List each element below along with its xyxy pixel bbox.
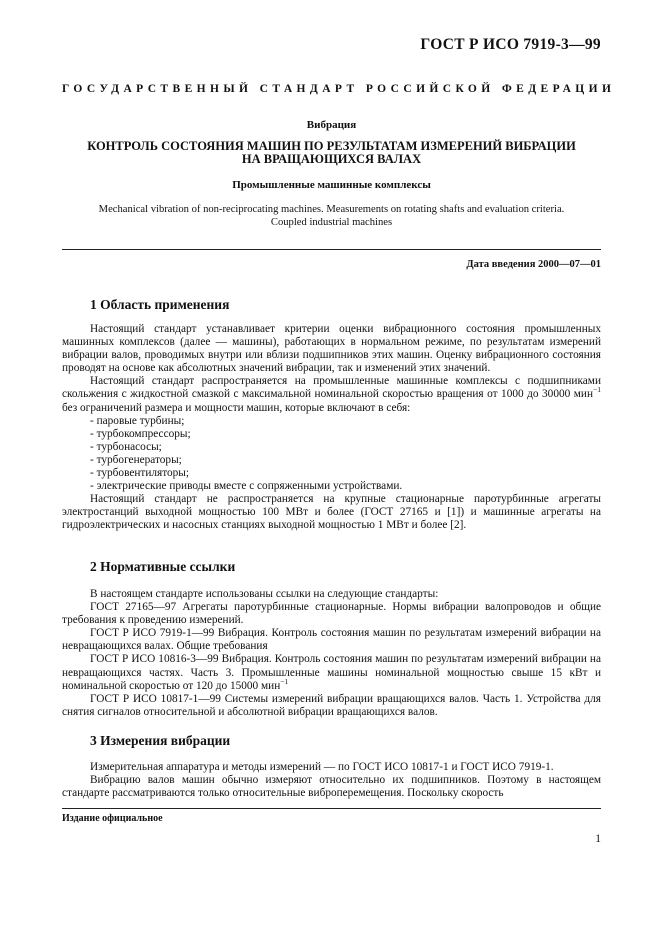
- main-title-line-2: НА ВРАЩАЮЩИХСЯ ВАЛАХ: [241, 152, 422, 166]
- list-item: - турбовентиляторы;: [90, 467, 190, 480]
- english-title-line-1: Mechanical vibration of non-reciprocating machines. Measurements on rotating shafts and evaluation criteria.: [98, 204, 565, 215]
- english-title-line-2: Coupled industrial machines: [270, 217, 393, 228]
- list-item: - паровые турбины;: [90, 414, 185, 427]
- official-edition-note: Издание официальное: [62, 813, 163, 824]
- bottom-divider: [62, 808, 601, 809]
- reference-3-superscript: −1: [280, 676, 289, 686]
- p2-text-end: без ограничений размера и мощности машин, которые включают в себя:: [62, 401, 411, 414]
- machine-type-list: [62, 415, 601, 494]
- standard-code: ГОСТ Р ИСО 7919-3—99: [420, 36, 601, 53]
- p2-text-start: Настоящий стандарт распространяется на промышленные машинные комплексы с подшипниками скольжения с жидкостной смазкой с максимальной номинальной скоростью вращения от 1000 до 30000 мин: [62, 375, 601, 401]
- reference-2: ГОСТ Р ИСО 7919-1—99 Вибрация. Контроль состояния машин по результатам измерений вибрации на невращающихся валах. Общие требования: [62, 627, 601, 653]
- section-3-body: [62, 761, 601, 800]
- section-2-body: [62, 588, 601, 719]
- state-standard-banner: ГОСУДАРСТВЕННЫЙ СТАНДАРТ РОССИЙСКОЙ ФЕДЕРАЦИИ: [62, 83, 616, 95]
- section-1-paragraph-3: Настоящий стандарт не распространяется на крупные стационарные паротурбинные агрегаты электростанций выходной мощностью 100 МВт и более (ГОСТ 27165 и [1]) и машинные агрегаты на гидроэлектрических и насосных станциях выходной мощностью 1 МВт и более [2].: [62, 493, 601, 532]
- p2-superscript: −1: [593, 385, 601, 395]
- page-number: 1: [595, 833, 601, 845]
- section-3-paragraph-2: Вибрацию валов машин обычно измеряют относительно их подшипников. Поэтому в настоящем стандарте рассматриваются только относительные виброперемещения. Поскольку скорость: [62, 774, 601, 800]
- section-1-paragraph-1: Настоящий стандарт устанавливает критерии оценки вибрационного состояния промышленных машинных комплексов (далее — машины), работающих в нормальном режиме, по результатам измерений вибрации валов, проводимых внутри или вблизи подшипников этих машин. Оценку вибрационного состояния проводят на основе как абсолютных значений вибрации, так и изменений этих значений.: [62, 323, 601, 375]
- english-title: [62, 203, 601, 229]
- introduction-date: Дата введения 2000—07—01: [466, 259, 601, 270]
- section-1-heading: 1 Область применения: [90, 297, 230, 312]
- main-title: [62, 140, 601, 166]
- list-item: - электрические приводы вместе с сопряженными устройствами.: [90, 480, 403, 493]
- title-theme: Вибрация: [306, 119, 357, 131]
- section-2-heading: 2 Нормативные ссылки: [90, 559, 236, 574]
- subtitle: Промышленные машинные комплексы: [232, 179, 431, 191]
- reference-4: ГОСТ Р ИСО 10817-1—99 Системы измерений вибрации вращающихся валов. Часть 1. Устройства для снятия сигналов относительной и абсолютной вибрации вращающихся валов.: [62, 692, 601, 718]
- list-item: - турбокомпрессоры;: [90, 427, 191, 440]
- top-divider: [62, 249, 601, 250]
- reference-3: [62, 653, 601, 692]
- list-item: - турбонасосы;: [90, 440, 162, 453]
- section-1-body: [62, 323, 601, 533]
- main-title-line-1: КОНТРОЛЬ СОСТОЯНИЯ МАШИН ПО РЕЗУЛЬТАТАМ ИЗМЕРЕНИЙ ВИБРАЦИИ: [87, 139, 576, 153]
- section-2-intro: В настоящем стандарте использованы ссылки на следующие стандарты:: [90, 588, 439, 600]
- section-3-paragraph-1: Измерительная аппаратура и методы измерений — по ГОСТ ИСО 10817-1 и ГОСТ ИСО 7919-1.: [90, 761, 554, 773]
- section-1-paragraph-2: [62, 375, 601, 414]
- reference-1: ГОСТ 27165—97 Агрегаты паротурбинные стационарные. Нормы вибрации валопроводов и общие требования к проведению измерений.: [62, 601, 601, 627]
- reference-3-text: ГОСТ Р ИСО 10816-3—99 Вибрация. Контроль состояния машин по результатам измерений вибрации на невращающихся частях. Часть 3. Промышленные машины номинальной мощностью свыше 15 кВт и номинальной скоростью от 120 до 15000 мин: [62, 653, 601, 692]
- section-3-heading: 3 Измерения вибрации: [90, 733, 231, 748]
- list-item: - турбогенераторы;: [90, 453, 182, 466]
